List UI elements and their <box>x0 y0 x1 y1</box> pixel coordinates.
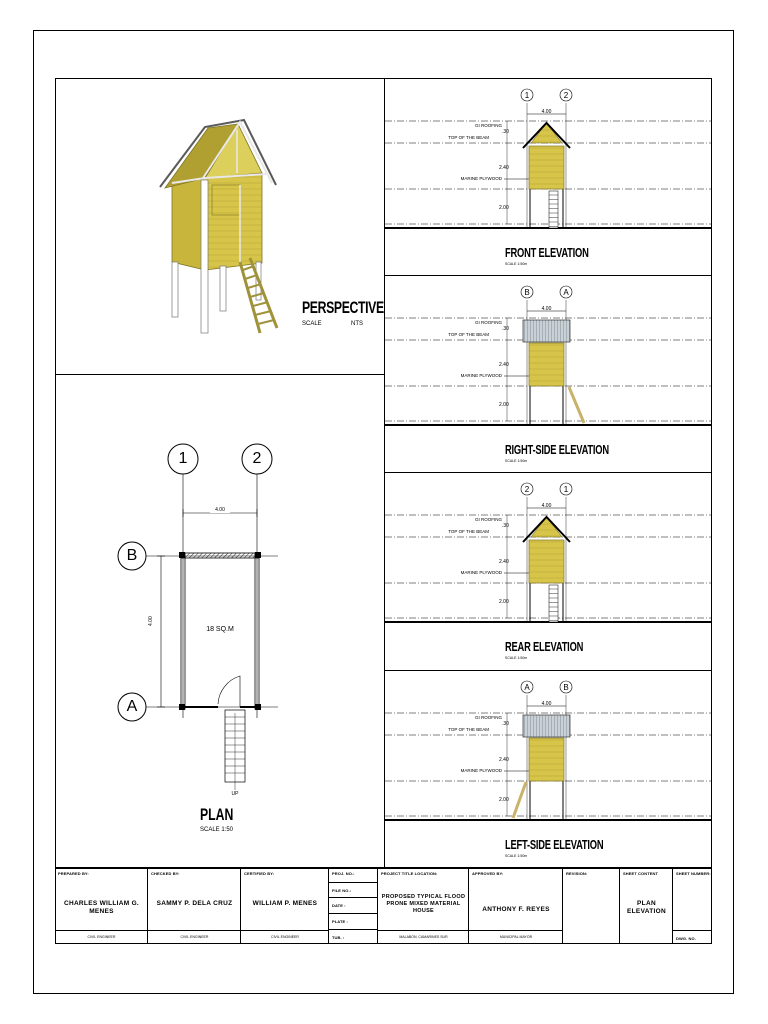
project-number-cell: PROJ. NO.: FILE NO.: DATE : PLATE : TUB. : <box>329 868 378 944</box>
dim-roof: .30 <box>502 326 509 332</box>
revision-cell: REVISION: <box>563 868 620 944</box>
stair-side <box>513 782 526 818</box>
project-location: MALABON, CAMARINES SUR <box>399 935 448 939</box>
plan-title: PLAN <box>200 805 234 824</box>
plan-grid-label: 2 <box>252 450 262 467</box>
plywood-wall <box>529 738 564 781</box>
dim-wall: 2.40 <box>499 559 509 565</box>
elevation-scale: SCALE 1:50m <box>505 459 528 463</box>
plan-grid-label: A <box>126 698 138 715</box>
project-title: PROPOSED TYPICAL FLOOD PRONE MIXED MATERIAL HOUSE <box>381 894 466 914</box>
prepared-by-role: CIVIL ENGINEER <box>87 935 116 939</box>
prepared-by-cell: PREPARED BY: CHARLES WILLIAM G. MENES <box>55 868 148 930</box>
top-beam-label: TOP OF THE BEAM <box>448 529 489 534</box>
elevation-scale: SCALE 1:50m <box>505 262 528 266</box>
sheet-content-value: PLAN ELEVATION <box>627 900 666 915</box>
plywood-wall <box>529 146 564 189</box>
dim-post: 2.00 <box>499 402 509 408</box>
side-roof <box>523 320 570 342</box>
elevation-scale: SCALE 1:50m <box>505 854 528 858</box>
dim-roof: .30 <box>502 721 509 727</box>
checked-by-cell: CHECKED BY: SAMMY P. DELA CRUZ <box>148 868 241 930</box>
plan-scale: SCALE 1:50 <box>200 827 234 833</box>
span-dim: 4.00 <box>541 109 552 115</box>
marine-plywood-label: MARINE PLYWOOD <box>460 570 502 575</box>
certified-by-cell: CERTIFIED BY: WILLIAM P. MENES <box>241 868 329 930</box>
dim-post: 2.00 <box>499 797 509 803</box>
checked-by-role: CIVIL ENGINEER <box>180 935 209 939</box>
prepared-by-name: CHARLES WILLIAM G. MENES <box>63 900 140 915</box>
sheet-content-cell: SHEET CONTENT PLAN ELEVATION <box>620 868 673 944</box>
plan-grid-label: 1 <box>178 450 188 467</box>
plywood-wall <box>529 343 564 386</box>
stair <box>549 585 558 622</box>
gi-roofing-label: GI ROOFING <box>475 123 502 128</box>
elevation-panel <box>385 276 711 472</box>
grid-label: 1 <box>563 485 569 494</box>
top-beam-label: TOP OF THE BEAM <box>448 727 489 732</box>
grid-label: A <box>563 288 569 297</box>
checked-by-name: SAMMY P. DELA CRUZ <box>156 900 233 907</box>
grid-label: B <box>563 683 569 692</box>
stair-side <box>569 387 584 423</box>
span-dim: 4.00 <box>541 701 552 707</box>
grid-label: A <box>524 683 530 692</box>
perspective-title: PERSPECTIVE <box>302 298 384 317</box>
certified-by-role: CIVIL ENGINEER <box>271 935 299 939</box>
grid-label: 1 <box>524 91 530 100</box>
plan-drawing <box>118 444 278 790</box>
marine-plywood-label: MARINE PLYWOOD <box>460 768 502 773</box>
grid-label: 2 <box>524 485 530 494</box>
elevation-title: FRONT ELEVATION <box>505 246 589 261</box>
project-title-cell: PROJECT TITLE LOCATION: PROPOSED TYPICAL FLOOD PRONE MIXED MATERIAL HOUSE <box>378 868 469 930</box>
dim-post: 2.00 <box>499 599 509 605</box>
dim-post: 2.00 <box>499 205 509 211</box>
span-dim: 4.00 <box>541 503 552 509</box>
plan-stair-label: UP <box>231 791 239 797</box>
sheet-number-cell: SHEET NUMBER: <box>676 871 711 876</box>
approved-by-name: ANTHONY F. REYES <box>482 906 550 913</box>
elevation-title: REAR ELEVATION <box>505 640 584 655</box>
elevation-panel <box>385 671 711 867</box>
approved-by-role: MUNICIPAL MAYOR <box>499 935 533 939</box>
grid-label: B <box>524 288 530 297</box>
plan-depth-dim: 4.00 <box>148 616 154 626</box>
dim-roof: .30 <box>502 523 509 529</box>
gi-roofing-label: GI ROOFING <box>475 715 502 720</box>
gi-roofing-label: GI ROOFING <box>475 517 502 522</box>
top-beam-label: TOP OF THE BEAM <box>448 332 489 337</box>
perspective-house <box>160 120 277 333</box>
plan-area: 18 SQ.M <box>206 626 234 633</box>
elevation-panel <box>385 473 711 669</box>
plywood-wall <box>529 540 564 583</box>
gable <box>531 517 562 537</box>
dim-roof: .30 <box>502 129 509 135</box>
plan-width-dim: 4.00 <box>210 507 230 513</box>
grid-label: 2 <box>563 91 569 100</box>
span-dim: 4.00 <box>541 306 552 312</box>
dim-wall: 2.40 <box>499 165 509 171</box>
side-roof <box>523 715 570 737</box>
gable <box>531 123 562 143</box>
title-block <box>55 868 712 944</box>
gi-roofing-label: GI ROOFING <box>475 320 502 325</box>
elevation-panel <box>385 79 711 275</box>
perspective-scale-value: NTS <box>351 321 363 327</box>
marine-plywood-label: MARINE PLYWOOD <box>460 176 502 181</box>
elevation-title: RIGHT-SIDE ELEVATION <box>505 443 609 458</box>
elevation-scale: SCALE 1:50m <box>505 656 528 660</box>
marine-plywood-label: MARINE PLYWOOD <box>460 373 502 378</box>
approved-by-cell: APPROVED BY: ANTHONY F. REYES <box>469 868 563 930</box>
perspective-scale-label: SCALE <box>302 321 322 327</box>
dwg-no-cell: DWG. NO. <box>673 930 712 944</box>
top-beam-label: TOP OF THE BEAM <box>448 135 489 140</box>
elevation-title: LEFT-SIDE ELEVATION <box>505 838 604 853</box>
plan-grid-label: B <box>126 547 138 564</box>
stair <box>549 191 558 228</box>
dim-wall: 2.40 <box>499 362 509 368</box>
dim-wall: 2.40 <box>499 757 509 763</box>
certified-by-name: WILLIAM P. MENES <box>252 900 318 907</box>
